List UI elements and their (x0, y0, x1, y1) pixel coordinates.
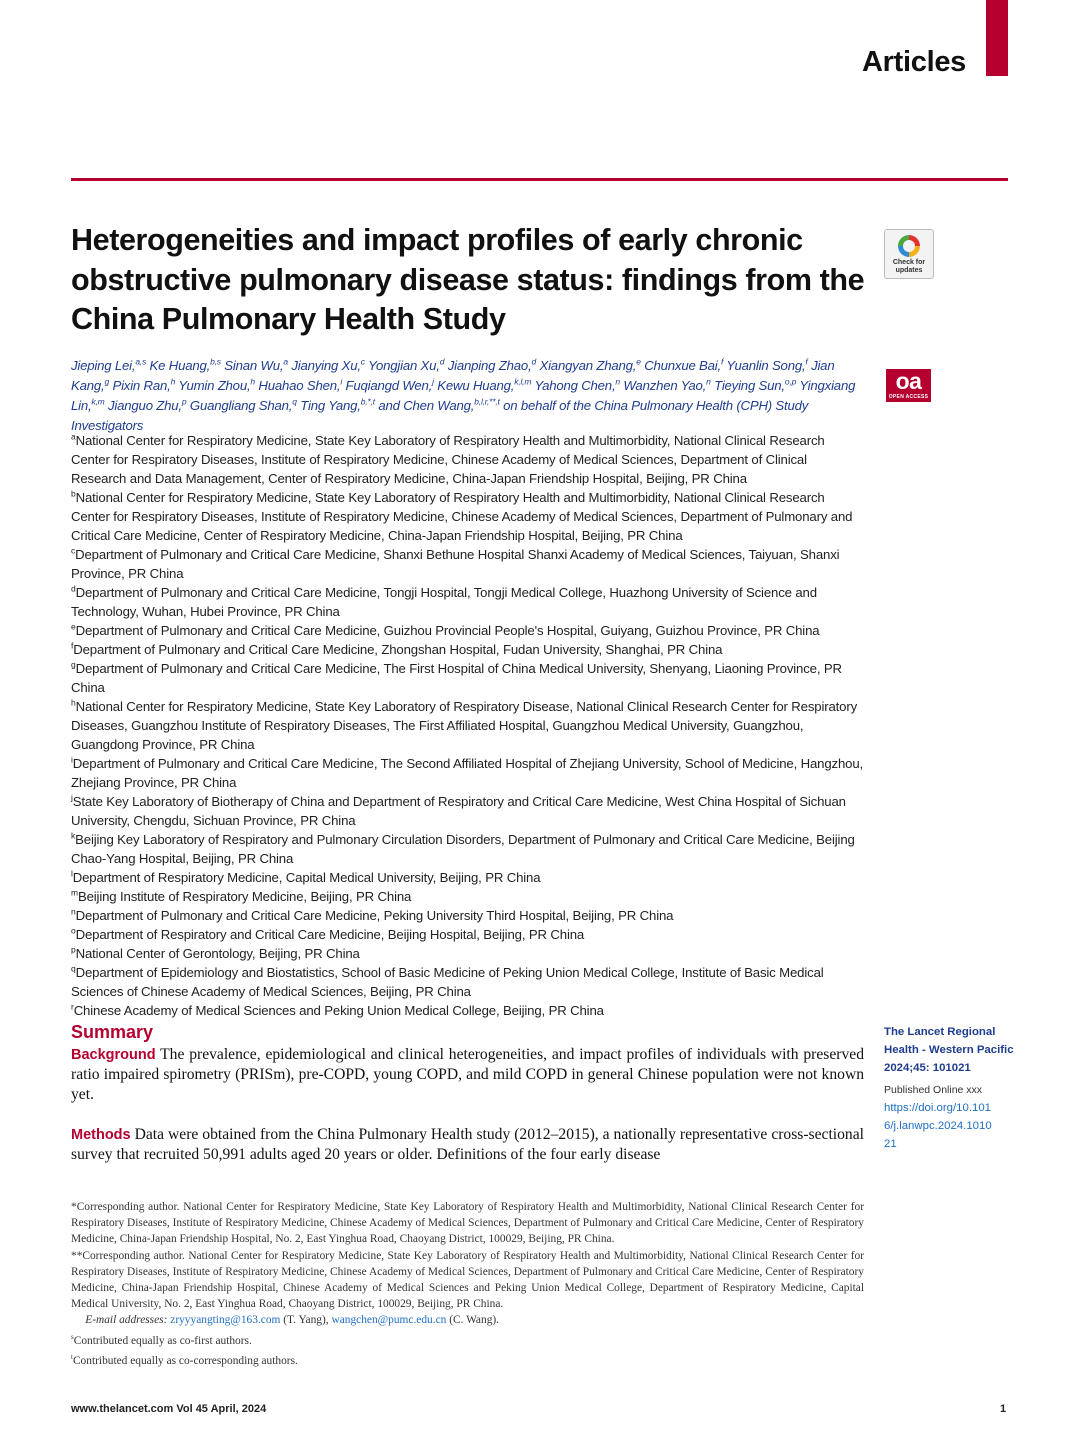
author-name[interactable]: Tieying Sun, (714, 378, 785, 393)
doi-link[interactable]: https://doi.org/10.1016/j.lanwpc.2024.101021 (884, 1102, 992, 1150)
author-name[interactable]: Yuanlin Song, (726, 358, 806, 373)
affiliation-item (71, 697, 865, 754)
affiliation-text: National Center for Respiratory Medicine, State Key Laboratory of Respiratory Health and Multimorbidity, National Clinical Research Center for Respiratory Diseases, Institute of Respiratory Medicine, Chinese Academy of Medical Sciences, Department of Pulmonary and Critical Care Medicine, Center of Respiratory Medicine, China-Japan Friendship Hospital, Beijing, PR China (71, 490, 853, 543)
email-name-yang: (T. Yang), (283, 1314, 329, 1327)
affiliation-item (71, 583, 865, 621)
co-first-note: $^s$Contributed equally as co-first authors. (71, 1332, 252, 1347)
affiliation-marker: m (71, 887, 78, 898)
article-title: Heterogeneities and impact profiles of early chronic obstructive pulmonary disease status: findings from the China Pulmonary Health Study (71, 223, 865, 336)
footer-journal-info: www.thelancet.com Vol 45 April, 2024 (71, 1403, 267, 1415)
author-name[interactable]: Yumin Zhou, (178, 378, 251, 393)
author-affiliation-marker: f (720, 356, 724, 367)
affiliation-text: Chinese Academy of Medical Sciences and Peking Union Medical College, Beijing, PR China (73, 1003, 604, 1018)
section-label: Articles (862, 46, 966, 78)
affiliation-text: Department of Pulmonary and Critical Care Medicine, The Second Affiliated Hospital of Zhejiang University, School of Medicine, Hangzhou, Zhejiang Province, PR China (71, 756, 864, 790)
affiliation-item (71, 792, 865, 830)
co-corresponding-note-text: Contributed equally as co-corresponding authors. (72, 1354, 298, 1367)
email-addresses (71, 1312, 864, 1328)
author-affiliation-marker: d (439, 356, 445, 367)
author-name[interactable]: Ting Yang, (300, 398, 361, 413)
author-name[interactable]: Fuqiangd Wen, (345, 378, 433, 393)
affiliation-text: Department of Respiratory Medicine, Capital Medical University, Beijing, PR China (72, 870, 541, 885)
affiliation-marker: j (71, 792, 73, 803)
affiliation-text: Department of Pulmonary and Critical Care Medicine, Guizhou Provincial People's Hospital, Guiyang, Guizhou Province, PR China (75, 623, 820, 638)
affiliation-item (71, 963, 865, 1001)
email-name-wang: (C. Wang). (449, 1314, 500, 1327)
affiliation-item (71, 944, 865, 963)
author-name[interactable]: Xiangyan Zhang, (539, 358, 637, 373)
affiliation-marker: c (71, 545, 76, 556)
oa-badge-subtext: OPEN ACCESS (888, 394, 929, 400)
affiliation-marker: l (71, 868, 73, 879)
author-affiliation-marker: n (615, 376, 620, 387)
author-affiliation-marker: a,s (135, 356, 147, 367)
article-sidebar (884, 1023, 1014, 1153)
author-name[interactable]: Wanzhen Yao, (623, 378, 707, 393)
author-name[interactable]: Kewu Huang, (437, 378, 515, 393)
affiliation-text: Department of Pulmonary and Critical Care Medicine, The First Hospital of China Medical University, Shenyang, Liaoning Province, PR China (71, 661, 842, 695)
email-link-yang[interactable]: zryyyangting@163.com (170, 1314, 281, 1327)
affiliation-marker: d (71, 583, 76, 594)
affiliation-text: National Center for Respiratory Medicine, State Key Laboratory of Respiratory Health and Multimorbidity, National Clinical Research Center for Respiratory Diseases, Institute of Respiratory Medicine, Chinese Academy of Medical Sciences, Department of Clinical Research and Data Management, Center of Respiratory Medicine, China-Japan Friendship Hospital, Beijing, PR China (71, 433, 825, 486)
background-label: Background (71, 1047, 156, 1063)
author-name[interactable]: on behalf of the China Pulmonary Health (CPH) Study Investigators (71, 398, 809, 433)
page-number: 1 (1000, 1403, 1007, 1415)
check-updates-label: Check for updates (892, 259, 926, 274)
affiliation-item (71, 754, 865, 792)
affiliation-marker: i (71, 754, 73, 765)
author-name[interactable]: Jianping Zhao, (447, 358, 532, 373)
check-updates-icon (898, 235, 920, 257)
author-name[interactable]: Jianying Xu, (291, 358, 361, 373)
author-affiliation-marker: k,m (91, 396, 105, 407)
author-affiliation-marker: b,*,t (360, 396, 375, 407)
affiliation-text: Beijing Key Laboratory of Respiratory and Pulmonary Circulation Disorders, Department of Pulmonary and Critical Care Medicine, Beijing Chao-Yang Hospital, Beijing, PR China (71, 832, 855, 866)
affiliation-marker: g (71, 659, 76, 670)
affiliation-text: Department of Pulmonary and Critical Care Medicine, Tongji Hospital, Tongji Medical College, Huazhong University of Science and Technology, Wuhan, Hubei Province, PR China (71, 585, 817, 619)
affiliation-marker: q (71, 963, 76, 974)
affiliation-item (71, 640, 865, 659)
affiliation-text: National Center for Respiratory Medicine, State Key Laboratory of Respiratory Disease, National Clinical Research Center for Respiratory Diseases, Guangzhou Institute of Respiratory Diseases, The First Affiliated Hospital, Guangzhou Medical University, Guangzhou, Guangdong Province, PR China (71, 699, 858, 752)
affiliation-marker: r (71, 1001, 74, 1012)
affiliation-text: National Center of Gerontology, Beijing, PR China (75, 946, 360, 961)
author-name[interactable]: Pixin Ran, (112, 378, 171, 393)
author-name[interactable]: Jian Kang, (71, 358, 835, 393)
corresponding-author-2: **Corresponding author. National Center for Respiratory Medicine, State Key Laboratory of Respiratory Health and Multimorbidity, National Clinical Research Center for Respiratory Diseases, Institute of Respiratory Medicine, Chinese Academy of Medical Sciences, Department of Pulmonary and Critical Care Medicine, Center of Respiratory Medicine, China-Japan Friendship Hospital, Chinese Academy of Medical Sciences and Peking Union Medical College, Department of Respiratory Medicine, Capital Medical University, No. 2, East Yinghua Road, Chaoyang District, 100029, Beijing, PR China. (71, 1249, 864, 1311)
header-divider (71, 178, 1008, 181)
author-affiliation-marker: c (360, 356, 365, 367)
author-affiliation-marker: b,l,r,**,t (474, 396, 500, 407)
author-affiliation-marker: j (432, 376, 434, 387)
summary-heading: Summary (71, 1022, 154, 1042)
affiliation-marker: f (71, 640, 74, 651)
author-name[interactable]: Ke Huang, (149, 358, 211, 373)
oa-badge-text: oa (895, 368, 922, 394)
methods-text: Data were obtained from the China Pulmonary Health study (2012–2015), a nationally representative cross-sectional survey that recruited 50,991 adults aged 20 years or older. Definitions of the four early disease (71, 1126, 864, 1163)
check-for-updates-badge[interactable] (884, 229, 934, 279)
affiliation-text: Department of Respiratory and Critical Care Medicine, Beijing Hospital, Beijing, PR China (75, 927, 585, 942)
affiliation-item (71, 868, 865, 887)
methods-label: Methods (71, 1127, 131, 1143)
author-name[interactable]: Yongjian Xu, (368, 358, 440, 373)
affiliation-item (71, 925, 865, 944)
methods-paragraph (71, 1125, 864, 1165)
affiliation-marker: b (71, 488, 76, 499)
affiliation-item (71, 621, 865, 640)
affiliation-text: Department of Pulmonary and Critical Care Medicine, Peking University Third Hospital, Beijing, PR China (75, 908, 674, 923)
author-affiliation-marker: f (805, 356, 808, 367)
author-affiliation-marker: h (170, 376, 176, 387)
author-affiliation-marker: e (636, 356, 641, 367)
author-affiliation-marker: d (531, 356, 537, 367)
affiliation-item (71, 431, 865, 488)
affiliation-item (71, 830, 865, 868)
affiliation-item (71, 906, 865, 925)
affiliation-item (71, 887, 865, 906)
affiliation-marker: a (71, 431, 76, 442)
affiliation-item (71, 1001, 865, 1020)
co-corresponding-note: $^t$Contributed equally as co-corresponding authors. (71, 1352, 298, 1367)
affiliation-text: Beijing Institute of Respiratory Medicine, Beijing, PR China (77, 889, 412, 904)
author-name[interactable]: Guangliang Shan, (189, 398, 293, 413)
email-link-wang[interactable]: wangchen@pumc.edu.cn (331, 1314, 447, 1327)
header-accent-bar (986, 0, 1008, 76)
email-label: E-mail addresses: (85, 1314, 168, 1327)
author-affiliation-marker: k,l,m (514, 376, 532, 387)
affiliation-marker: k (71, 830, 76, 841)
author-name[interactable]: Yahong Chen, (534, 378, 616, 393)
author-affiliation-marker: p (181, 396, 187, 407)
affiliation-item (71, 659, 865, 697)
affiliation-marker: e (71, 621, 76, 632)
affiliation-list (71, 431, 865, 1020)
journal-name[interactable]: The Lancet Regional Health - Western Pacific (884, 1026, 1014, 1056)
affiliation-marker: h (71, 697, 76, 708)
author-affiliation-marker: h (250, 376, 255, 387)
author-name[interactable]: Huahao Shen, (258, 378, 341, 393)
affiliation-item (71, 545, 865, 583)
co-first-note-text: Contributed equally as co-first authors. (73, 1334, 252, 1347)
affiliation-text: Department of Pulmonary and Critical Care Medicine, Shanxi Bethune Hospital Shanxi Academy of Medical Sciences, Taiyuan, Shanxi Province, PR China (71, 547, 840, 581)
author-affiliation-marker: q (292, 396, 297, 407)
author-name[interactable]: and Chen Wang, (378, 398, 475, 413)
journal-citation: 2024;45: 101021 (884, 1062, 971, 1074)
author-list (71, 356, 871, 436)
author-affiliation-marker: o,p (784, 376, 797, 387)
background-text: The prevalence, epidemiological and clinical heterogeneities, and impact profiles of individuals with preserved ratio impaired spirometry (PRISm), pre-COPD, young COPD, and mild COPD in general Chinese population were not known yet. (71, 1046, 864, 1103)
author-name[interactable]: Sinan Wu, (224, 358, 284, 373)
author-affiliation-marker: n (706, 376, 711, 387)
footnotes (71, 1199, 864, 1369)
author-name[interactable]: Yingxiang Lin, (71, 378, 856, 413)
affiliation-text: Department of Epidemiology and Biostatistics, School of Basic Medicine of Peking Union Medical College, Institute of Basic Medical Sciences of Chinese Academy of Medical Sciences, Beijing, PR China (71, 965, 824, 999)
affiliation-marker: n (71, 906, 76, 917)
published-online: Published Online xxx (884, 1084, 983, 1096)
affiliation-text: State Key Laboratory of Biotherapy of China and Department of Respiratory and Critical Care Medicine, West China Hospital of Sichuan University, Chengdu, Sichuan Province, PR China (71, 794, 846, 828)
background-paragraph (71, 1045, 864, 1105)
author-affiliation-marker: i (340, 376, 343, 387)
open-access-badge (886, 369, 931, 402)
author-affiliation-marker: g (104, 376, 109, 387)
author-affiliation-marker: b,s (210, 356, 221, 367)
affiliation-marker: p (71, 944, 76, 955)
affiliation-text: Department of Pulmonary and Critical Care Medicine, Zhongshan Hospital, Fudan University, Shanghai, PR China (73, 642, 723, 657)
author-name[interactable]: Jianguo Zhu, (108, 398, 182, 413)
author-name[interactable]: Chunxue Bai, (644, 358, 721, 373)
corresponding-author-1: *Corresponding author. National Center for Respiratory Medicine, State Key Laboratory of Respiratory Health and Multimorbidity, National Clinical Research Center for Respiratory Diseases, Institute of Respiratory Medicine, Chinese Academy of Medical Sciences, Department of Pulmonary and Critical Care Medicine, Center of Respiratory Medicine, China-Japan Friendship Hospital, No. 2, East Yinghua Road, Chaoyang District, 100029, Beijing, PR China. (71, 1201, 864, 1246)
author-name[interactable]: Jieping Lei, (71, 358, 136, 373)
affiliation-marker: o (71, 925, 76, 936)
author-affiliation-marker: a (283, 356, 288, 367)
affiliation-item (71, 488, 865, 545)
